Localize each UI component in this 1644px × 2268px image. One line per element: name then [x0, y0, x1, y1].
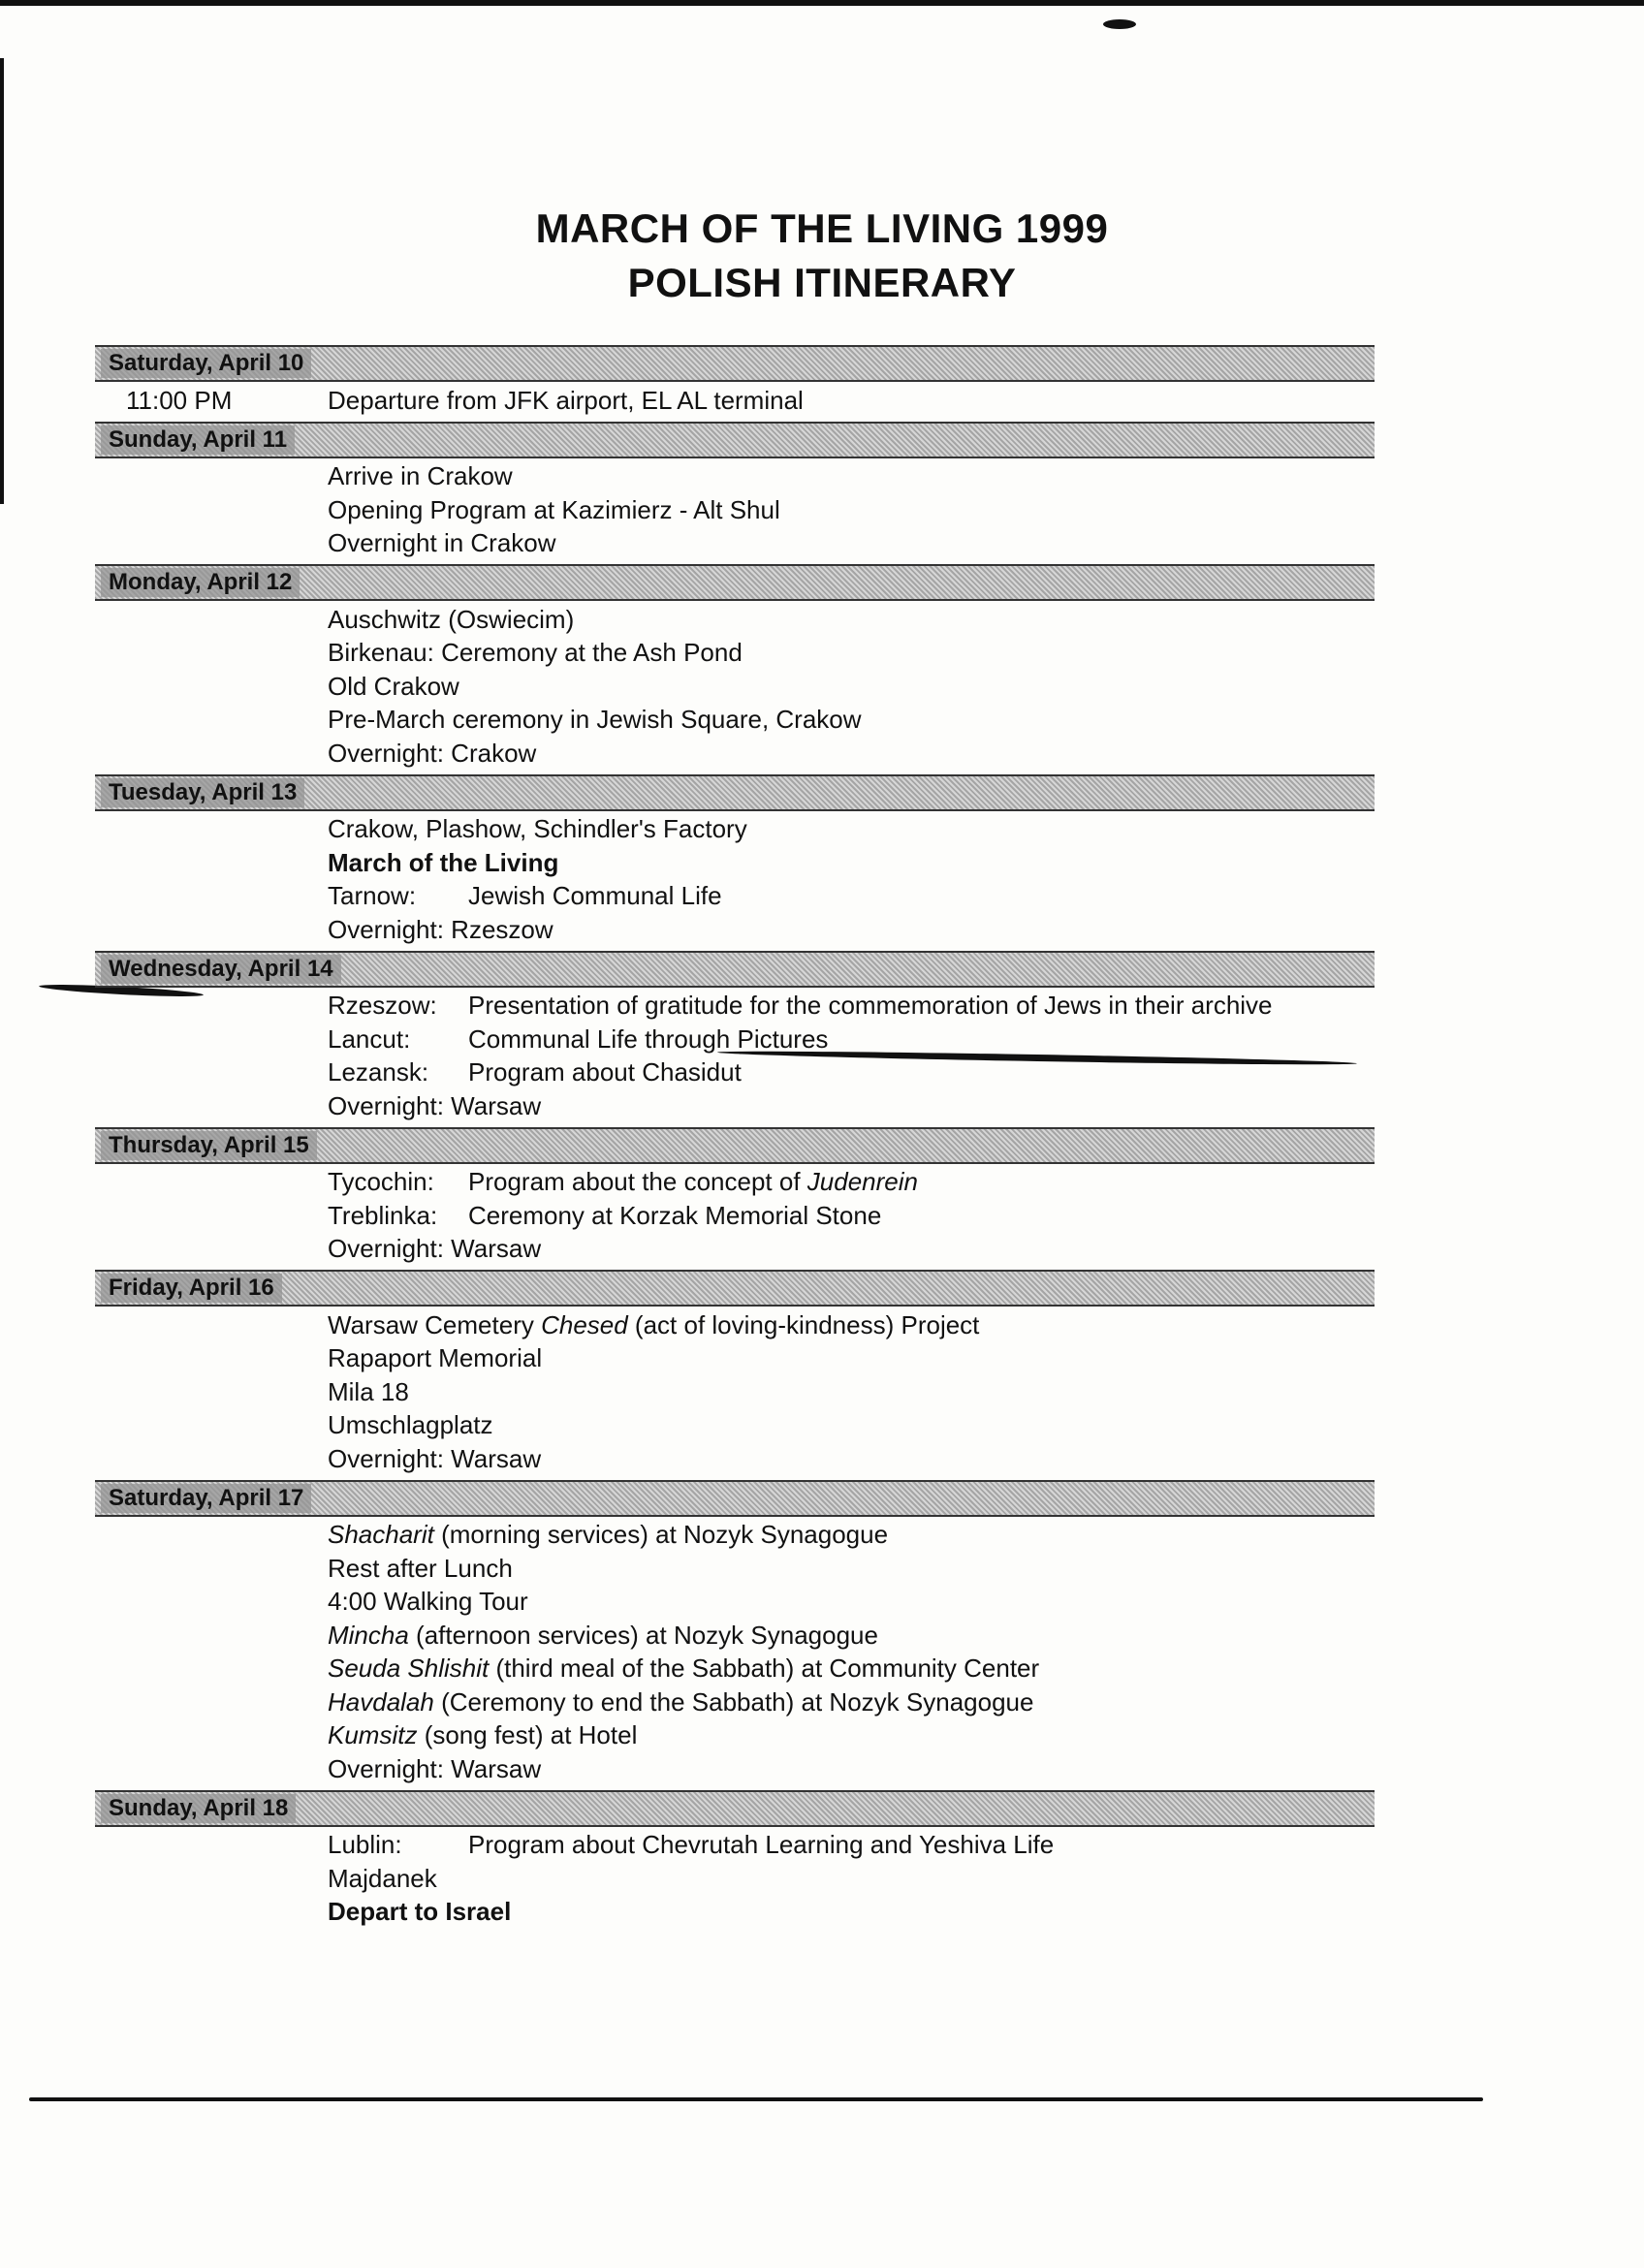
- item-content: [328, 1687, 1033, 1717]
- itinerary-row: [95, 1233, 1375, 1267]
- day-header: [95, 1480, 1375, 1517]
- item-content: [328, 991, 1273, 1021]
- item-content: [328, 1234, 541, 1264]
- item-content: [328, 1587, 528, 1617]
- itinerary-row: [95, 1166, 1375, 1200]
- day-label: Saturday, April 17: [101, 1484, 311, 1513]
- item-text: Overnight: Warsaw: [328, 1090, 542, 1120]
- itinerary-row: [95, 880, 1375, 914]
- itinerary-row: [95, 737, 1375, 771]
- item-text: Overnight in Crakow: [328, 528, 556, 558]
- item-content: [328, 1201, 881, 1231]
- day-items: [95, 1517, 1375, 1786]
- day-items: [95, 1307, 1375, 1476]
- item-text: Overnight: Rzeszow: [328, 914, 553, 944]
- item-italic-term: Kumsitz: [328, 1720, 418, 1750]
- item-text: Majdanek: [328, 1863, 437, 1893]
- itinerary-row: [95, 990, 1375, 1024]
- item-text: Old Crakow: [328, 671, 459, 701]
- item-italic-term: Chesed: [541, 1309, 628, 1339]
- item-content: [328, 881, 722, 911]
- itinerary-row: [95, 1308, 1375, 1342]
- item-content: [328, 915, 553, 945]
- item-content: [328, 1897, 511, 1927]
- item-text: Program about the concept of: [468, 1167, 807, 1197]
- item-text: Overnight: Warsaw: [328, 1234, 542, 1264]
- item-content: [328, 1520, 888, 1550]
- day-items: [95, 811, 1375, 947]
- item-content: [328, 1167, 918, 1197]
- item-text: (morning services) at Nozyk Synagogue: [433, 1520, 889, 1550]
- item-place: Tarnow:: [328, 881, 417, 911]
- item-text: Warsaw Cemetery: [328, 1309, 542, 1339]
- itinerary-row: [95, 493, 1375, 527]
- item-content: [328, 1654, 1039, 1684]
- item-italic-term: Shacharit: [328, 1520, 434, 1550]
- item-text: (Ceremony to end the Sabbath) at Nozyk Synagogue: [433, 1686, 1034, 1717]
- item-text: (afternoon services) at Nozyk Synagogue: [408, 1620, 878, 1650]
- itinerary-row: [95, 1199, 1375, 1233]
- itinerary-row: [95, 1519, 1375, 1553]
- itinerary-row: [95, 1442, 1375, 1476]
- itinerary-row: [95, 1342, 1375, 1376]
- item-text: Pre-March ceremony in Jewish Square, Crakow: [328, 705, 862, 735]
- day-label: Sunday, April 11: [101, 425, 295, 455]
- itinerary-row: [95, 384, 1375, 418]
- day-label: Tuesday, April 13: [101, 778, 304, 807]
- itinerary-row: [95, 670, 1375, 704]
- item-content: [328, 1377, 409, 1407]
- itinerary-row: [95, 1653, 1375, 1686]
- item-text: Overnight: Warsaw: [328, 1753, 542, 1783]
- item-content: [328, 528, 556, 558]
- item-content: [328, 638, 743, 668]
- item-text: Jewish Communal Life: [468, 881, 722, 911]
- item-text: 4:00 Walking Tour: [328, 1587, 528, 1617]
- item-text: Ceremony at Korzak Memorial Stone: [468, 1200, 882, 1230]
- item-text: Mila 18: [328, 1376, 409, 1406]
- item-text: Birkenau: Ceremony at the Ash Pond: [328, 638, 743, 668]
- day-header: [95, 422, 1375, 458]
- itinerary-row: [95, 1056, 1375, 1090]
- item-content: [328, 814, 747, 844]
- item-text: Opening Program at Kazimierz - Alt Shul: [328, 494, 780, 524]
- item-text: Rapaport Memorial: [328, 1343, 543, 1373]
- item-content: [328, 1754, 541, 1784]
- item-time: 11:00 PM: [126, 385, 233, 415]
- itinerary-row: [95, 1719, 1375, 1753]
- item-content: [328, 1057, 742, 1087]
- item-place: Rzeszow:: [328, 991, 437, 1021]
- day-items: [95, 988, 1375, 1123]
- item-content: [328, 386, 804, 416]
- item-content: [328, 739, 536, 769]
- itinerary-row: [95, 603, 1375, 637]
- day-header: [95, 951, 1375, 988]
- item-italic-term: Mincha: [328, 1620, 409, 1650]
- item-text: Arrive in Crakow: [328, 461, 513, 491]
- itinerary-row: [95, 637, 1375, 671]
- item-text: (song fest) at Hotel: [417, 1720, 638, 1750]
- item-text: Auschwitz (Oswiecim): [328, 604, 575, 634]
- itinerary-row: [95, 1619, 1375, 1653]
- item-content: [328, 1024, 828, 1055]
- item-content: [328, 1091, 541, 1121]
- itinerary-row: [95, 913, 1375, 947]
- item-content: [328, 1343, 542, 1373]
- itinerary-row: [95, 1089, 1375, 1123]
- item-text: (third meal of the Sabbath) at Community Center: [489, 1654, 1040, 1684]
- day-label: Sunday, April 18: [101, 1794, 296, 1823]
- item-text: Overnight: Crakow: [328, 738, 537, 768]
- bottom-scan-edge: [29, 2097, 1483, 2101]
- item-place: Lancut:: [328, 1024, 411, 1054]
- item-text: Crakow, Plashow, Schindler's Factory: [328, 814, 747, 844]
- itinerary-row: [95, 527, 1375, 561]
- item-content: [328, 495, 780, 525]
- item-content: [328, 1310, 979, 1340]
- itinerary-row: [95, 1375, 1375, 1409]
- itinerary-row: [95, 1896, 1375, 1930]
- item-place: Treblinka:: [328, 1200, 438, 1230]
- itinerary-row: [95, 1586, 1375, 1620]
- itinerary-row: [95, 1829, 1375, 1863]
- item-italic-term: Havdalah: [328, 1686, 434, 1717]
- day-items: [95, 1164, 1375, 1267]
- item-text: Program about Chevrutah Learning and Yeshiva Life: [468, 1830, 1055, 1860]
- itinerary-row: [95, 704, 1375, 738]
- item-italic-term: Judenrein: [806, 1167, 918, 1197]
- day-items: [95, 601, 1375, 771]
- day-label: Thursday, April 15: [101, 1131, 317, 1160]
- item-text: Presentation of gratitude for the commemoration of Jews in their archive: [468, 991, 1273, 1021]
- item-content: [328, 1444, 541, 1474]
- item-text: Overnight: Warsaw: [328, 1443, 542, 1473]
- document-title: MARCH OF THE LIVING 1999: [535, 205, 1109, 251]
- day-header: [95, 1790, 1375, 1827]
- itinerary-row: [95, 1552, 1375, 1586]
- itinerary-row: [95, 813, 1375, 847]
- item-content: [328, 461, 513, 491]
- day-items: [95, 458, 1375, 561]
- day-label: Wednesday, April 14: [101, 955, 341, 984]
- itinerary-row: [95, 460, 1375, 494]
- itinerary-row: [95, 1023, 1375, 1056]
- item-content: [328, 1621, 878, 1651]
- item-content: [328, 1554, 513, 1584]
- day-label: Monday, April 12: [101, 568, 300, 597]
- day-header: [95, 1270, 1375, 1307]
- itinerary-row: [95, 846, 1375, 880]
- item-content: [328, 848, 558, 878]
- item-content: [328, 1830, 1054, 1860]
- item-text: Communal Life through Pictures: [468, 1024, 829, 1054]
- day-items: [95, 1827, 1375, 1930]
- item-content: [328, 1720, 637, 1750]
- item-text: March of the Living: [328, 847, 559, 877]
- item-text: Depart to Israel: [328, 1897, 512, 1927]
- item-place: Lezansk:: [328, 1057, 429, 1087]
- day-header: [95, 1127, 1375, 1164]
- itinerary-row: [95, 1685, 1375, 1719]
- item-content: [328, 1410, 493, 1440]
- item-content: [328, 672, 459, 702]
- day-items: [95, 382, 1375, 418]
- tear-mark-top-right: [1103, 19, 1136, 29]
- item-text: Program about Chasidut: [468, 1057, 742, 1087]
- item-content: [328, 605, 574, 635]
- day-header: [95, 345, 1375, 382]
- day-label: Saturday, April 10: [101, 349, 311, 378]
- itinerary-table: [95, 341, 1375, 1929]
- item-place: Lublin:: [328, 1830, 402, 1860]
- item-text: Umschlagplatz: [328, 1410, 493, 1440]
- item-content: [328, 1864, 437, 1894]
- item-place: Tycochin:: [328, 1167, 434, 1197]
- itinerary-row: [95, 1409, 1375, 1443]
- item-text: Rest after Lunch: [328, 1553, 513, 1583]
- top-scan-edge: [0, 0, 1644, 6]
- itinerary-row: [95, 1752, 1375, 1786]
- item-text-tail: (act of loving-kindness) Project: [627, 1309, 980, 1339]
- day-header: [95, 774, 1375, 811]
- day-label: Friday, April 16: [101, 1274, 282, 1303]
- day-header: [95, 564, 1375, 601]
- item-content: [328, 705, 862, 735]
- item-text: Departure from JFK airport, EL AL terminal: [328, 385, 804, 415]
- itinerary-row: [95, 1862, 1375, 1896]
- document-subtitle: POLISH ITINERARY: [627, 260, 1017, 305]
- item-italic-term: Seuda Shlishit: [328, 1654, 490, 1684]
